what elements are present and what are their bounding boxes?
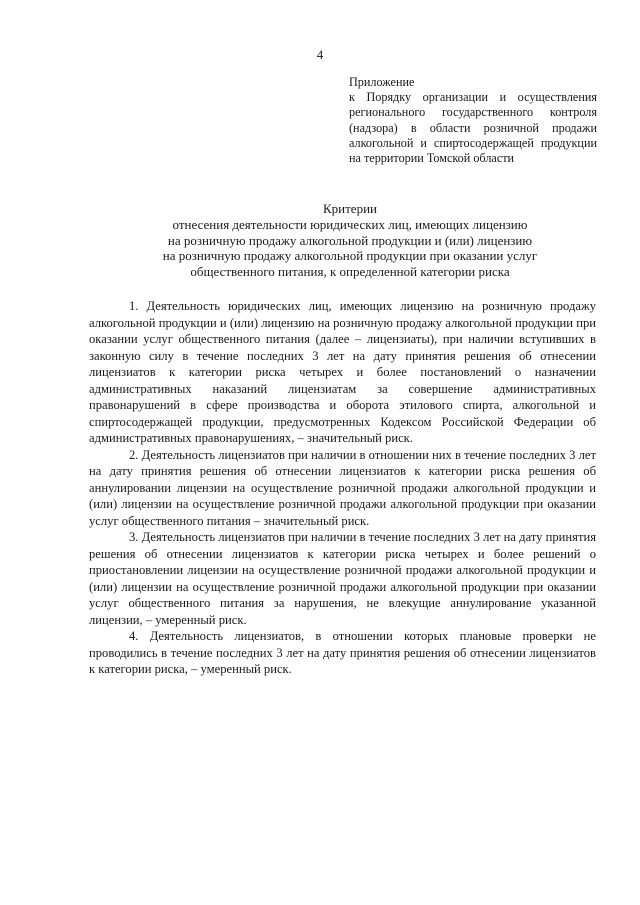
title-line: на розничную продажу алкогольной продукции и (или) лицензию — [167, 232, 533, 248]
document-title — [100, 201, 600, 280]
title-line: общественного питания, к определенной категории риска — [190, 264, 510, 280]
document-body — [89, 298, 596, 678]
appendix-block — [349, 75, 597, 166]
paragraph-criterion-1: 1. Деятельность юридических лиц, имеющих лицензию на розничную продажу алкогольной продукции и (или) лицензию на розничную продажу алкогольной продукции при оказании услуг общественного питания (далее – лицензиаты), при наличии вступивших в законную силу в течение последних 3 лет на дату принятия решения об отнесении лицензиатов к категории риска четырех и более постановлений о назначении административных наказаний лицензиатам за совершение административных правонарушений в сфере производства и оборота этилового спирта, алкогольной и спиртосодержащей продукции, предусмотренных Кодексом Российской Федерации об административных правонарушениях, – значительный риск. — [89, 299, 596, 445]
paragraph-criterion-2: 2. Деятельность лицензиатов при наличии в отношении них в течение последних 3 лет на дату принятия решения об отнесении лицензиатов к категории риска решения об аннулировании лицензии на осуществление розничной продажи алкогольной продукции и (или) лицензии на осуществление розничной продажи алкогольной продукции при оказании услуг общественного питания – значительный риск. — [89, 447, 596, 528]
title-line: отнесения деятельности юридических лиц, имеющих лицензию — [172, 216, 528, 232]
page-number: 4 — [316, 47, 324, 62]
title-heading: Критерии — [323, 201, 377, 216]
paragraph-criterion-3: 3. Деятельность лицензиатов при наличии в течение последних 3 лет на дату принятия решения об отнесении лицензиатов к категории риска четырех и более решений о приостановлении лицензии на осуществление розничной продажи алкогольной продукции и (или) лицензии на осуществление розничной продажи алкогольной продукции при оказании услуг общественного питания за нарушения, не влекущие аннулирование указанной лицензии, – умеренный риск. — [89, 530, 596, 627]
paragraph-criterion-4: 4. Деятельность лицензиатов, в отношении которых плановые проверки не проводились в течение последних 3 лет на дату принятия решения об отнесении лицензиатов к категории риска, – умеренный риск. — [89, 629, 596, 676]
title-line: на розничную продажу алкогольной продукции при оказании услуг — [162, 248, 538, 264]
appendix-text: к Порядку организации и осуществления регионального государственного контроля (надзора) в области розничной продажи алкогольной и спиртосодержащей продукции на территории Томской области — [349, 90, 597, 166]
appendix-title: Приложение — [349, 75, 415, 89]
